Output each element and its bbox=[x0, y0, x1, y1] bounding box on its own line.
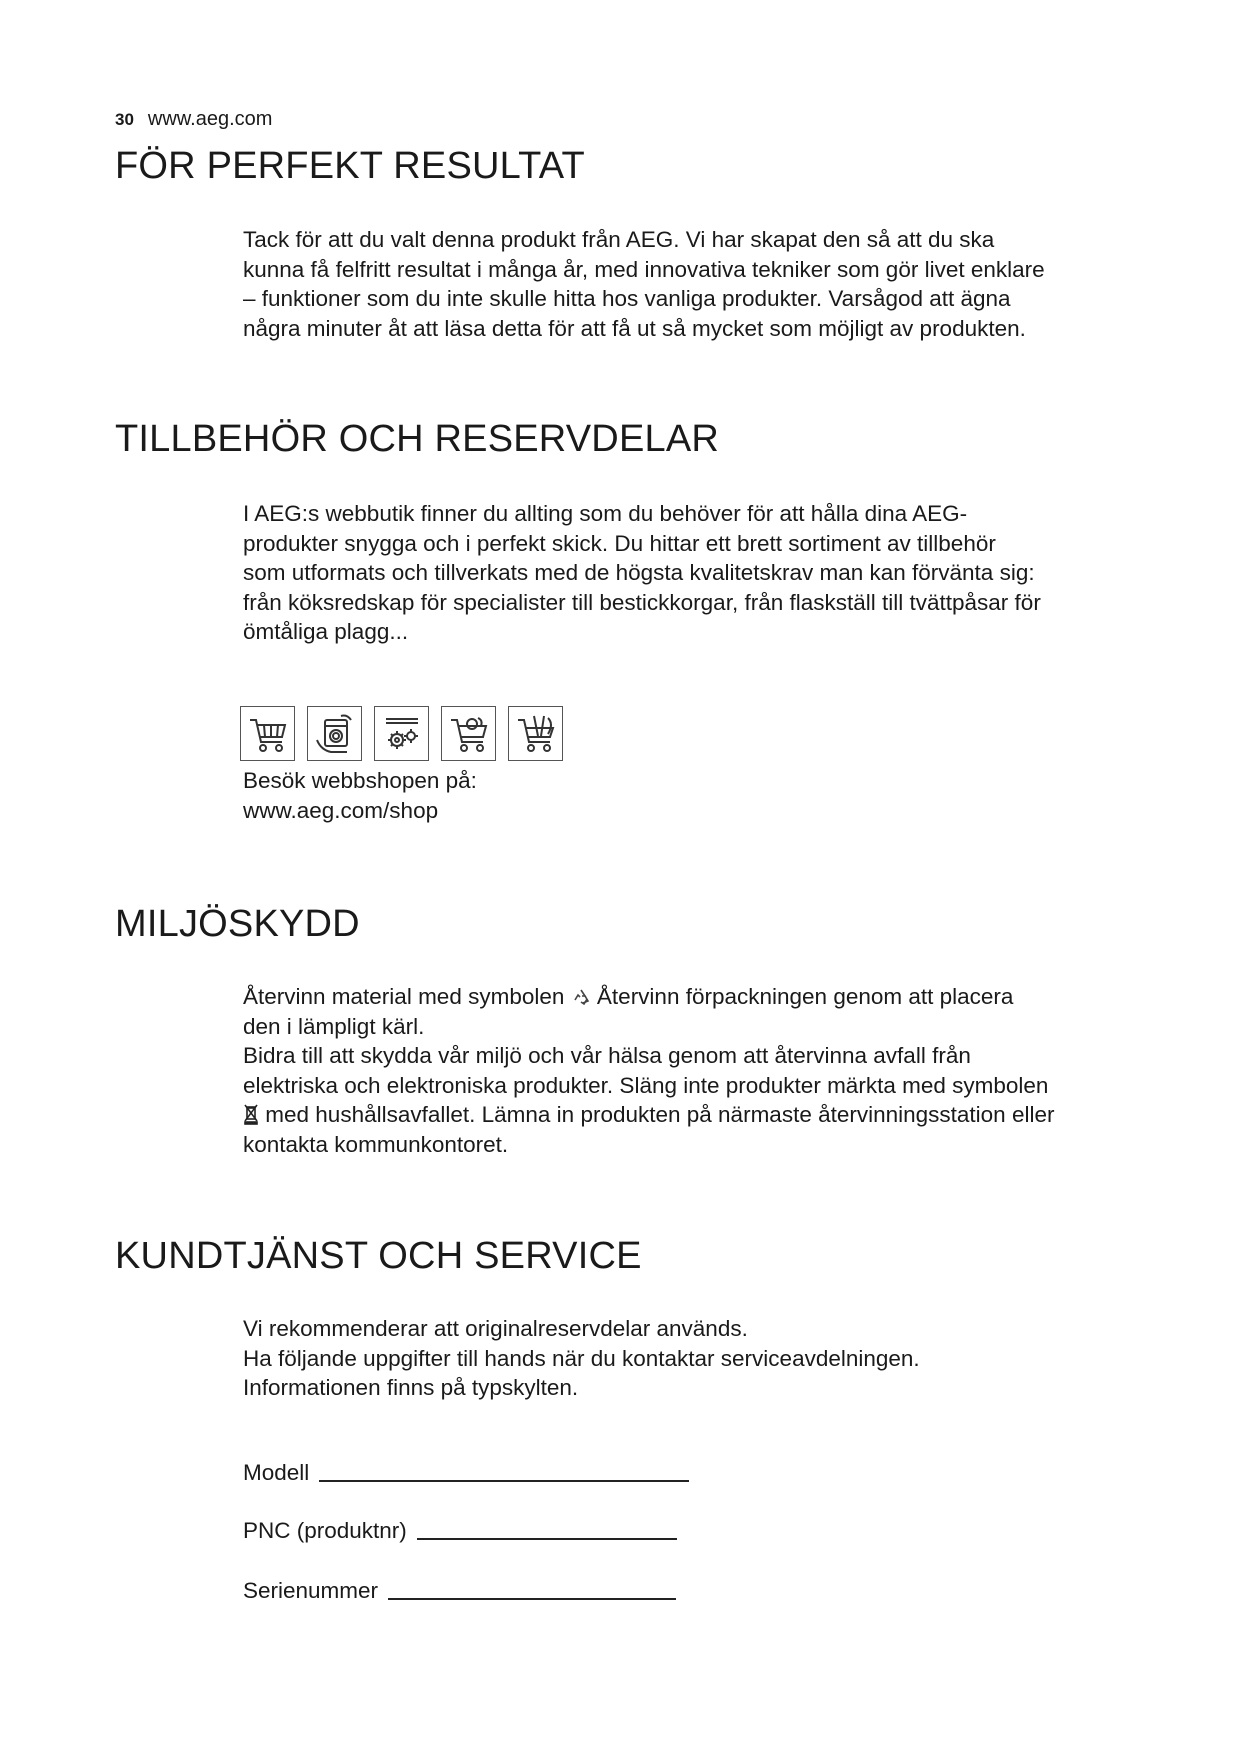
paragraph-line: den i lämpligt kärl. bbox=[243, 1013, 425, 1039]
section-title-environment: MILJÖSKYDD bbox=[115, 903, 360, 945]
section-title-customer-service: KUNDTJÄNST OCH SERVICE bbox=[115, 1235, 642, 1277]
section-body-perfect-result bbox=[243, 225, 1143, 343]
paragraph-line: Ha följande uppgifter till hands när du kontaktar serviceavdelningen. bbox=[243, 1345, 920, 1371]
cart-parts-icon bbox=[441, 706, 496, 761]
settings-gear-icon bbox=[374, 706, 429, 761]
paragraph-line: Tack för att du valt denna produkt från AEG. Vi har skapat den så att du ska bbox=[243, 227, 995, 252]
paragraph-line bbox=[243, 982, 1143, 1012]
paragraph-line: elektriska och elektroniska produkter. Släng inte produkter märkta med symbolen bbox=[243, 1072, 1049, 1098]
recycle-text-pre: Återvinn material med symbolen bbox=[243, 984, 565, 1009]
page-number: 30 bbox=[115, 110, 134, 129]
paragraph-line: några minuter åt att läsa detta för att få ut så mycket som möjligt av produkten. bbox=[243, 315, 1026, 341]
paragraph-line: ömtåliga plagg... bbox=[243, 619, 409, 644]
model-label: Modell bbox=[243, 1460, 310, 1485]
shop-info bbox=[243, 766, 1143, 825]
serial-field bbox=[243, 1578, 676, 1604]
paragraph-line: från köksredskap för specialister till bestickkorgar, från flaskställ till tvättpåsar för bbox=[243, 589, 1041, 615]
paragraph-line: produkter snygga och i perfekt skick. Du hittar ett brett sortiment av tillbehör bbox=[243, 530, 996, 556]
section-title-perfect-result: FÖR PERFEKT RESULTAT bbox=[115, 145, 585, 187]
pnc-field bbox=[243, 1518, 677, 1544]
paragraph-line: – funktioner som du inte skulle hitta hos vanliga produkter. Varsågod att ägna bbox=[243, 286, 1011, 311]
shop-url-link[interactable]: www.aeg.com/shop bbox=[243, 797, 439, 823]
shop-label: Besök webbshopen på: bbox=[243, 768, 477, 793]
section-body-accessories bbox=[243, 499, 1143, 647]
crossed-bin-icon bbox=[243, 1103, 259, 1125]
accessory-icon-row bbox=[240, 706, 563, 761]
page-header bbox=[115, 108, 272, 131]
shopping-cart-icon bbox=[240, 706, 295, 761]
paragraph-line bbox=[243, 1100, 1143, 1130]
model-blank-line bbox=[319, 1480, 689, 1482]
cart-tools-icon bbox=[508, 706, 563, 761]
pnc-blank-line bbox=[417, 1538, 677, 1540]
recycle-text-post: Återvinn förpackningen genom att placera bbox=[596, 984, 1014, 1009]
washing-machine-hand-icon bbox=[307, 706, 362, 761]
paragraph-line: I AEG:s webbutik finner du allting som du behöver för att hålla dina AEG- bbox=[243, 501, 968, 526]
header-url: www.aeg.com bbox=[147, 108, 273, 130]
paragraph-line: kunna få felfritt resultat i många år, med innovativa tekniker som gör livet enklare bbox=[243, 256, 1045, 282]
section-title-accessories: TILLBEHÖR OCH RESERVDELAR bbox=[115, 418, 720, 460]
paragraph-line: Bidra till att skydda vår miljö och vår hälsa genom att återvinna avfall från bbox=[243, 1043, 971, 1068]
pnc-label: PNC (produktnr) bbox=[243, 1518, 407, 1543]
paragraph-line: som utformats och tillverkats med de högsta kvalitetskrav man kan förvänta sig: bbox=[243, 560, 1035, 585]
serial-label: Serienummer bbox=[243, 1578, 379, 1603]
serial-blank-line bbox=[388, 1598, 676, 1600]
paragraph-line: Informationen finns på typskylten. bbox=[243, 1375, 579, 1400]
recycle-icon bbox=[571, 987, 591, 1007]
model-field bbox=[243, 1460, 689, 1486]
section-body-environment bbox=[243, 982, 1143, 1159]
bin-text-post: med hushållsavfallet. Lämna in produkten på närmaste återvinningsstation eller bbox=[265, 1102, 1055, 1127]
paragraph-line: kontakta kommunkontoret. bbox=[243, 1131, 509, 1157]
paragraph-line: Vi rekommenderar att originalreservdelar används. bbox=[243, 1316, 748, 1341]
section-body-customer-service bbox=[243, 1314, 1143, 1403]
